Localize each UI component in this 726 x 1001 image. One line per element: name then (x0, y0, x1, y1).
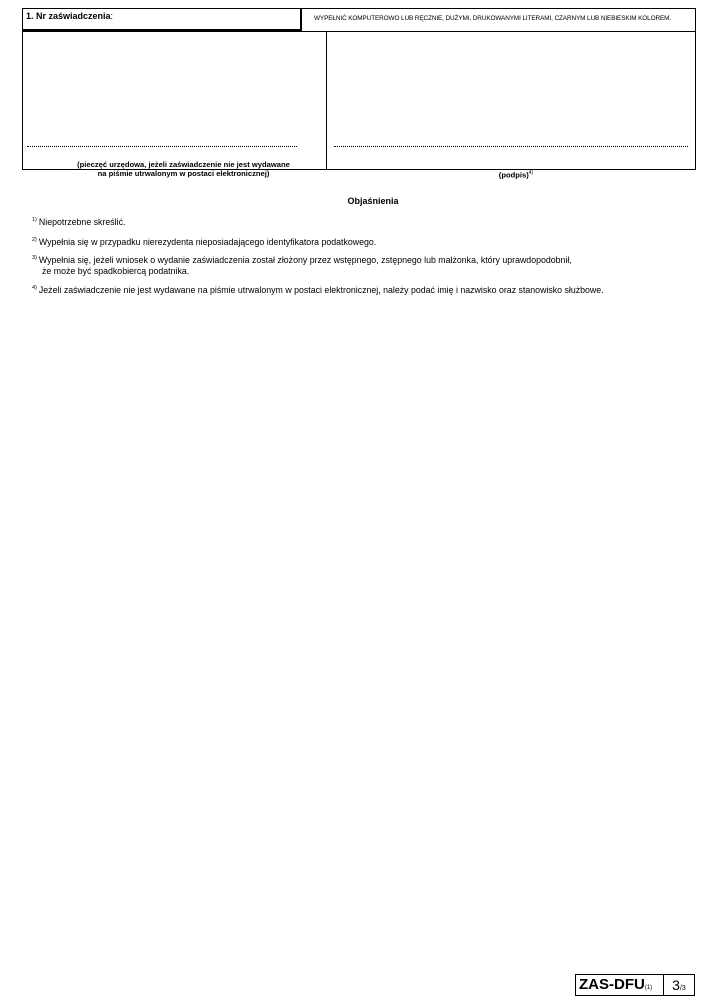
form-footer (575, 974, 695, 996)
stamp-caption (23, 160, 326, 178)
certificate-number-colon: : (110, 11, 114, 21)
footnote-mark: 4) (32, 285, 37, 291)
signature-dotted-line (334, 146, 688, 147)
page-total: /3 (679, 985, 686, 992)
footnote-1 (32, 215, 125, 228)
footnote-text: Wypełnia się, jeżeli wniosek o wydanie zaświadczenia został złożony przez wstępnego, zstępnego lub małżonka, który uprawdopodobnił, (38, 254, 572, 265)
signature-footnote-mark: 4) (528, 170, 534, 176)
footnote-3 (32, 253, 572, 277)
footnote-mark: 2) (32, 237, 37, 243)
footnote-mark: 3) (32, 255, 37, 261)
footnote-text: Niepotrzebne skreślić. (38, 216, 126, 227)
form-code (576, 975, 664, 995)
footnote-text: Wypełnia się w przypadku nierezydenta nieposiadającego identyfikatora podatkowego. (38, 236, 377, 247)
footnote-text-continued: że może być spadkobiercą podatnika. (42, 265, 190, 276)
footnote-mark: 1) (32, 217, 37, 223)
form-code-text: ZAS-DFU (579, 976, 645, 993)
explanations-title: Objaśnienia (347, 196, 399, 206)
stamp-caption-line2: na piśmie utrwalonym w postaci elektronicznej) (97, 169, 270, 178)
signature-caption-text: (podpis) (498, 170, 529, 180)
stamp-caption-line1: (pieczęć urzędowa, jeżeli zaświadczenie nie jest wydawane (77, 160, 290, 169)
page-indicator (664, 975, 694, 995)
footnote-4 (32, 283, 604, 296)
page-number: 3 (672, 977, 680, 993)
certificate-number-label: 1. Nr zaświadczenia (26, 11, 111, 21)
column-divider (326, 31, 327, 170)
form-version: (1) (644, 985, 653, 991)
stamp-dotted-line (27, 146, 297, 147)
certificate-form-box (22, 8, 696, 180)
footnote-text: Jeżeli zaświadczenie nie jest wydawane na piśmie utrwalonym w postaci elektronicznej, należy podać imię i nazwisko oraz stanowisko służbowe. (38, 284, 604, 295)
stamp-signature-row (23, 31, 695, 170)
signature-caption (326, 169, 696, 180)
footnote-2 (32, 235, 376, 248)
fill-instruction: WYPEŁNIĆ KOMPUTEROWO LUB RĘCZNIE, DUŻYMI, DRUKOWANYMI LITERAMI, CZARNYM LUB NIEBIESKIM KOLOREM. (314, 15, 672, 22)
certificate-number-field[interactable] (23, 9, 302, 31)
